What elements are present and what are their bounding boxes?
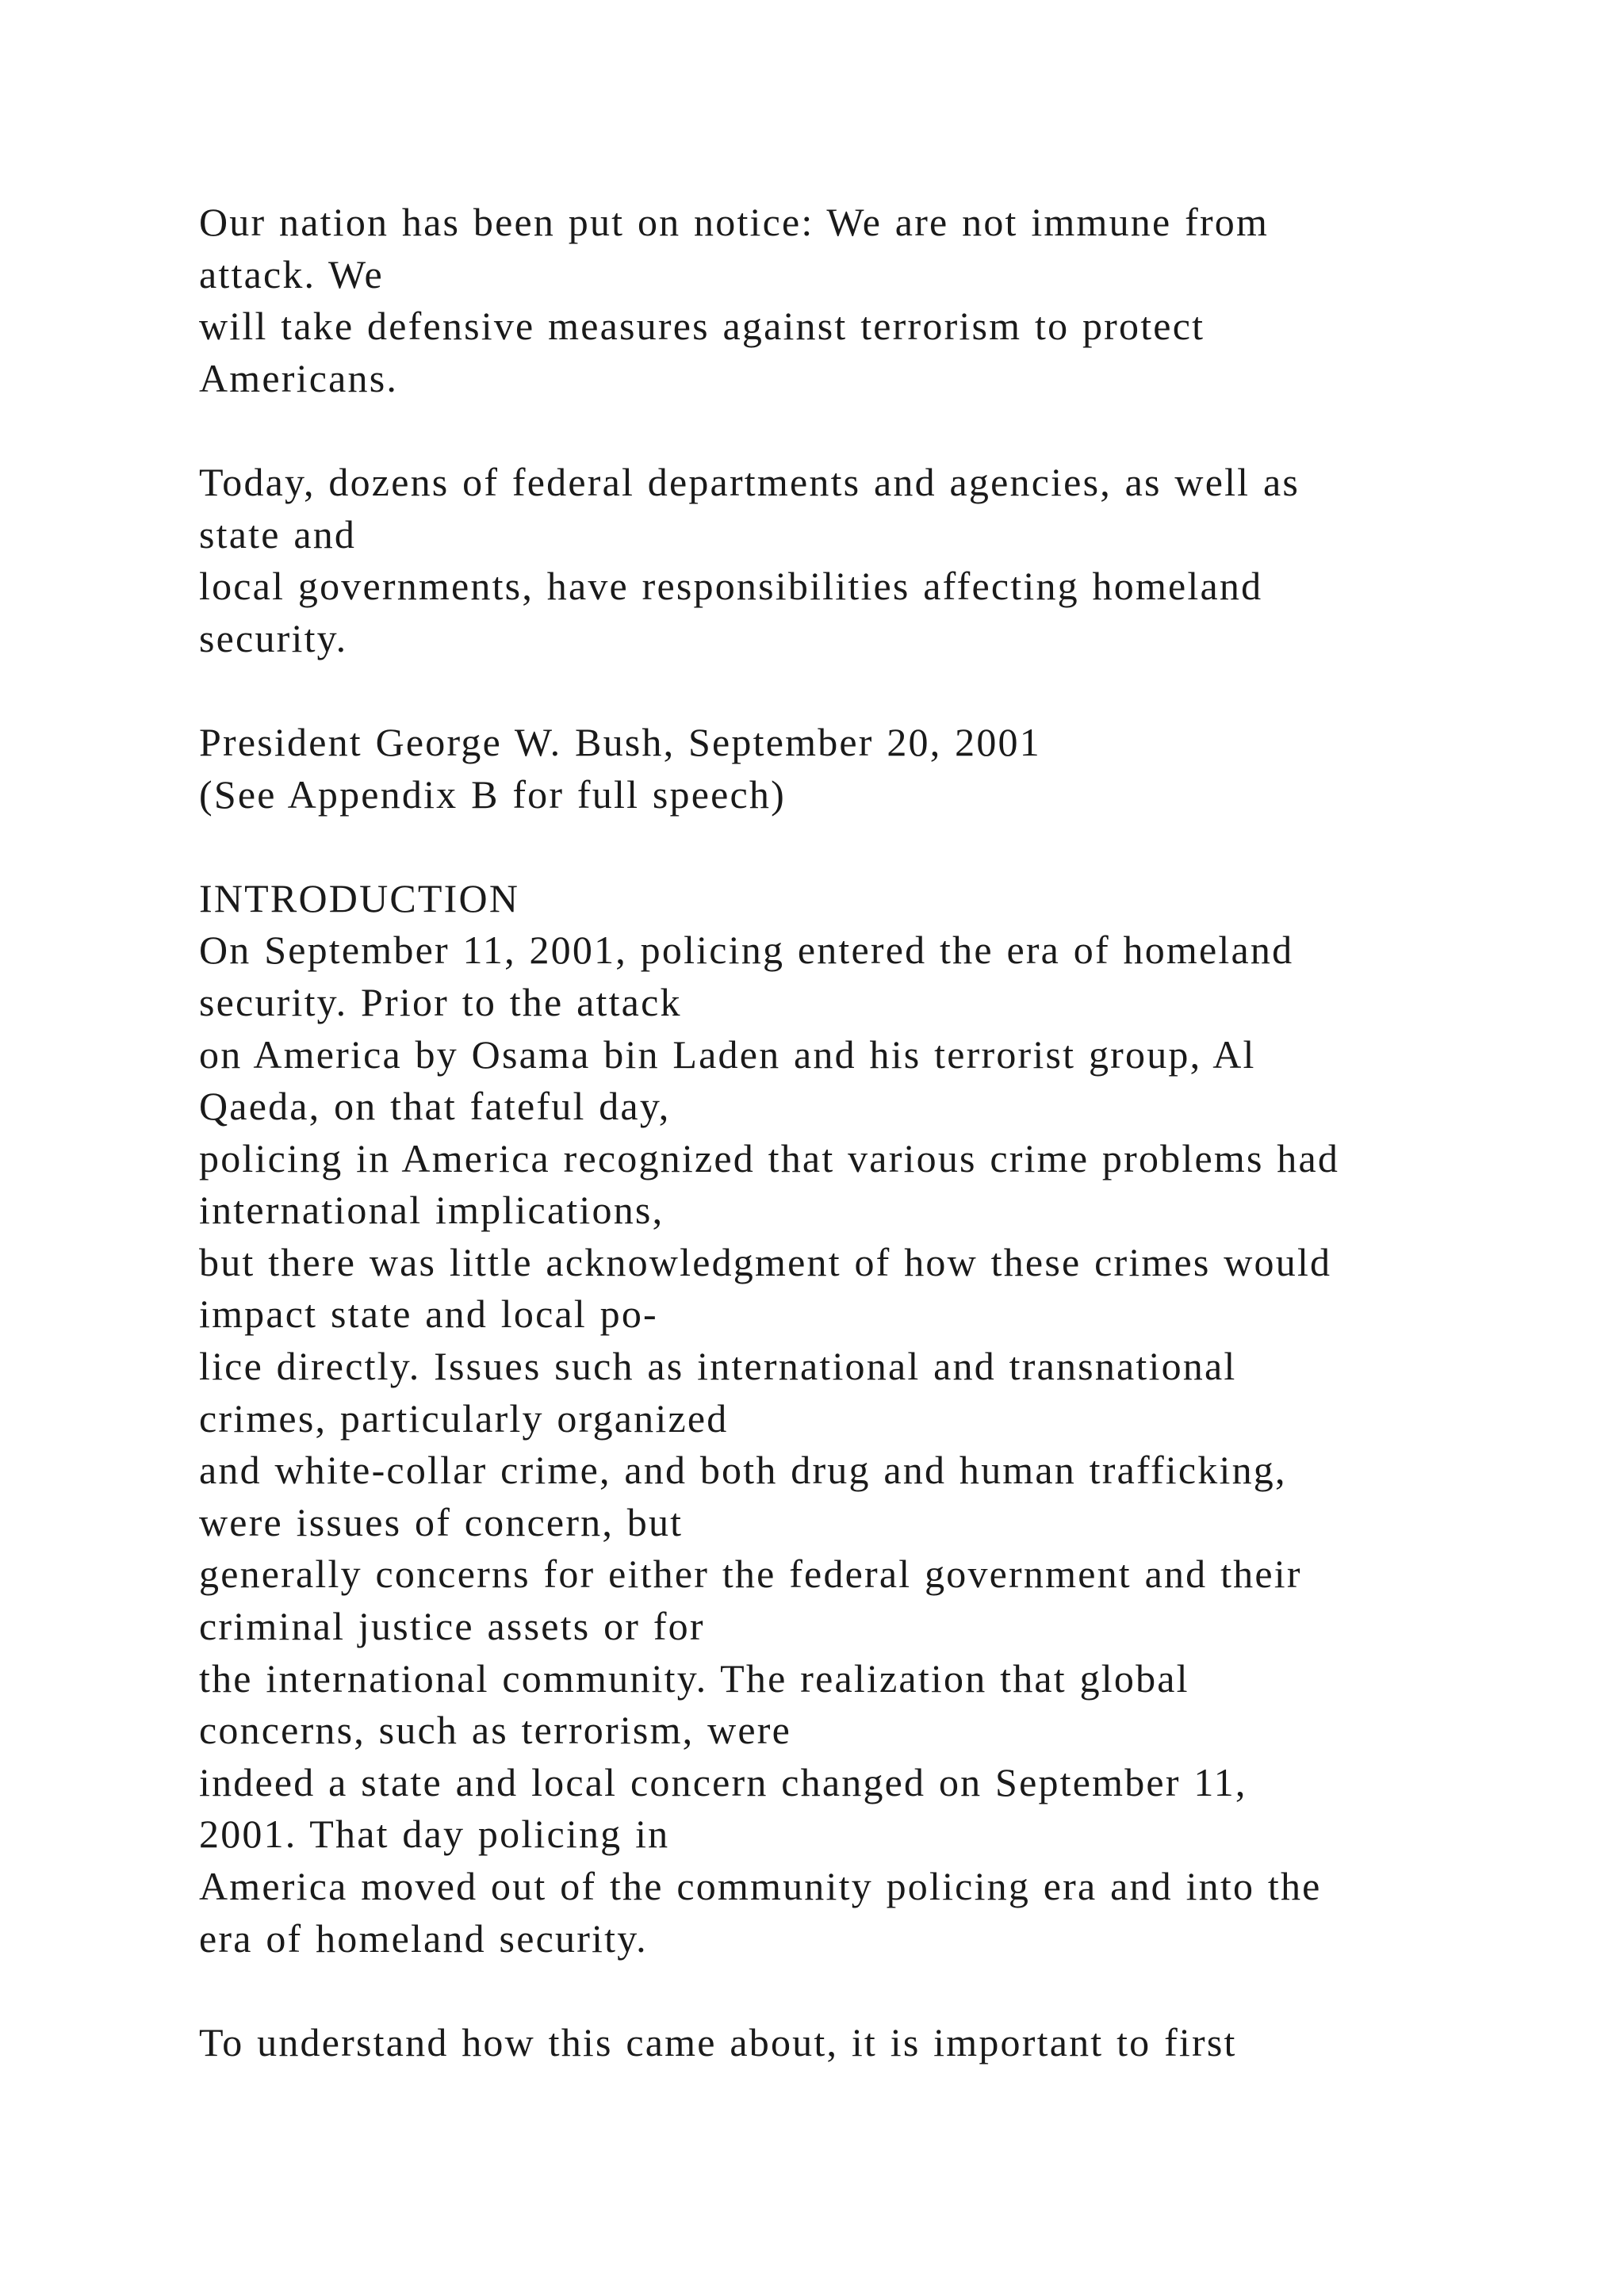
- epigraph-quote: [199, 197, 1611, 404]
- text-line: the international community. The realization that global: [199, 1655, 1189, 1701]
- text-line: Qaeda, on that fateful day,: [199, 1084, 671, 1129]
- paragraph-gap: [199, 1965, 1611, 2017]
- document-body: [199, 197, 1611, 2068]
- text-line: international implications,: [199, 1188, 665, 1233]
- text-line: impact state and local po-: [199, 1292, 658, 1337]
- text-line: criminal justice assets or for: [199, 1604, 705, 1649]
- text-line: On September 11, 2001, policing entered the era of homeland: [199, 928, 1294, 973]
- closing-paragraph: [199, 2017, 1611, 2069]
- paragraph-gap: [199, 664, 1611, 717]
- introduction-section: [199, 873, 1611, 1965]
- text-line: local governments, have responsibilities affecting homeland: [199, 564, 1263, 609]
- paragraph-gap: [199, 821, 1611, 873]
- section-heading: INTRODUCTION: [199, 875, 520, 920]
- text-line: lice directly. Issues such as international and transnational: [199, 1344, 1237, 1389]
- text-line: policing in America recognized that various crime problems had: [199, 1135, 1340, 1181]
- text-line: were issues of concern, but: [199, 1499, 684, 1544]
- text-line: generally concerns for either the federal government and their: [199, 1552, 1302, 1597]
- text-line: Our nation has been put on notice: We are not immune from: [199, 200, 1270, 244]
- text-line: 2001. That day policing in: [199, 1812, 670, 1857]
- text-line: To understand how this came about, it is important to first: [199, 2019, 1237, 2064]
- text-line: security. Prior to the attack: [199, 979, 682, 1024]
- text-line: Americans.: [199, 355, 399, 400]
- text-line: on America by Osama bin Laden and his terrorist group, Al: [199, 1031, 1256, 1077]
- agencies-paragraph: [199, 457, 1611, 664]
- text-line: (See Appendix B for full speech): [199, 771, 786, 817]
- text-line: and white-collar crime, and both drug and human trafficking,: [199, 1448, 1287, 1493]
- text-line: concerns, such as terrorism, were: [199, 1708, 792, 1753]
- text-line: state and: [199, 511, 357, 557]
- text-line: President George W. Bush, September 20, 2001: [199, 719, 1041, 764]
- text-line: Today, dozens of federal departments and agencies, as well as: [199, 459, 1300, 504]
- text-line: but there was little acknowledgment of how these crimes would: [199, 1239, 1332, 1284]
- quote-attribution: [199, 717, 1611, 821]
- text-line: security.: [199, 615, 348, 660]
- text-line: attack. We: [199, 251, 384, 297]
- text-line: will take defensive measures against terrorism to protect: [199, 304, 1205, 349]
- text-line: era of homeland security.: [199, 1915, 648, 1961]
- text-line: America moved out of the community policing era and into the: [199, 1864, 1322, 1908]
- paragraph-gap: [199, 404, 1611, 457]
- text-line: indeed a state and local concern changed on September 11,: [199, 1759, 1247, 1804]
- text-line: crimes, particularly organized: [199, 1395, 729, 1441]
